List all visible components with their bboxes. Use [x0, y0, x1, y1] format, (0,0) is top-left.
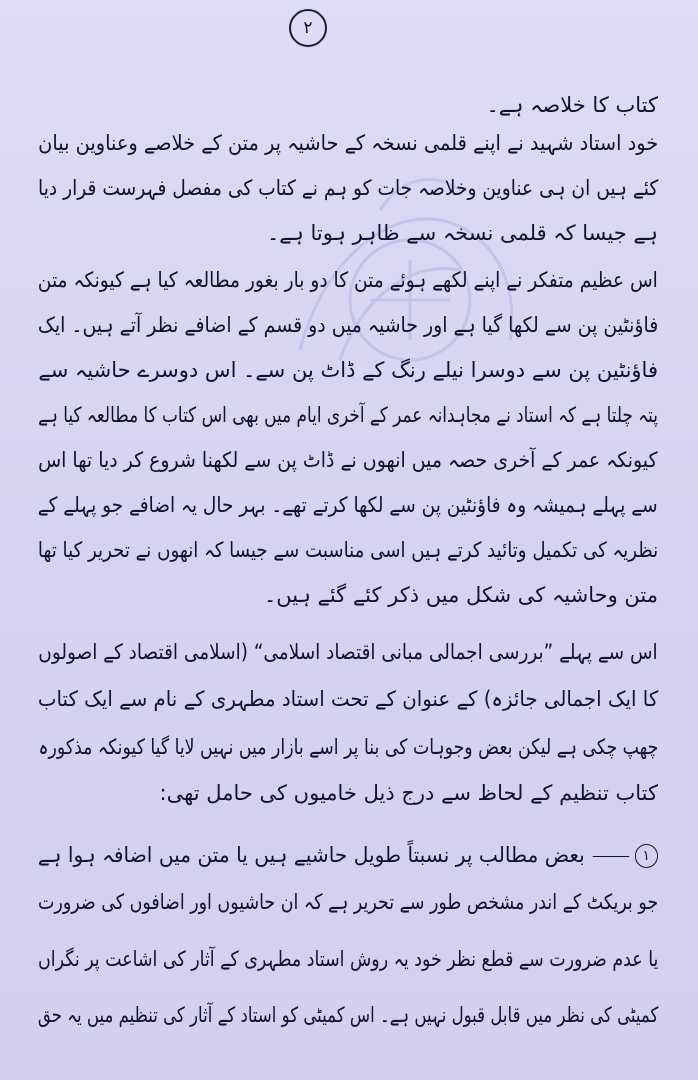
text-line: سے پہلے ہمیشہ وہ فاؤنٹین پن سے لکھا کرتے تھے۔ بہر حال یہ اضافے جو پہلے کے	[38, 493, 658, 517]
text-line: کمیٹی کی نظر میں قابل قبول نہیں ہے۔ اس کمیٹی کو استاد کے آثار کی تنظیم میں یہ حق	[37, 1003, 658, 1027]
text-line: جو بریکٹ کے اندر مشخص طور سے تحریر ہے کہ ان حاشیوں اور اضافوں کی ضرورت	[37, 890, 658, 914]
text-line: کیونکہ عمر کے آخری حصہ میں انھوں نے ڈاٹ پن سے لکھنا شروع کر دیا تھا اس	[38, 448, 658, 472]
text-line: اس عظیم متفکر نے اپنے لکھے ہوئے متن کا دو بار بغور مطالعہ کیا ہے کیونکہ متن	[37, 268, 658, 292]
item-dash	[593, 856, 629, 857]
text-line: فاؤنٹین پن سے دوسرا نیلے رنگ کے ڈاٹ پن سے۔ اس دوسرے حاشیہ سے	[38, 358, 658, 382]
text-line: پتہ چلتا ہے کہ استاد نے مجاہدانہ عمر کے آخری ایام میں بھی اس کتاب کا مطالعہ کیا ہے	[38, 403, 658, 427]
item-number-badge: ۱	[635, 844, 658, 868]
text-line: کتاب تنظیم کے لحاظ سے درج ذیل خامیوں کی حامل تھی:	[159, 781, 658, 805]
text-line: اس سے پہلے ”بررسی اجمالی مبانی اقتصاد اسلامی“ (اسلامی اقتصاد کے اصولوں	[38, 640, 658, 664]
text-line: کتاب کا خلاصہ ہے۔	[486, 93, 658, 117]
text-line: چھپ چکی ہے لیکن بعض وجوہات کی بنا پر اسے بازار میں نہیں لایا گیا کیونکہ مذکورہ	[38, 735, 658, 759]
page-number	[289, 9, 327, 47]
page-number-text: ۲	[303, 18, 313, 38]
text-line: بعض مطالب پر نسبتاً طویل حاشیے ہیں یا متن میں اضافہ ہوا ہے	[38, 843, 586, 867]
text-line: یا عدم ضرورت سے قطع نظر خود یہ روش استاد مطہری کے آثار کی اشاعت پر نگراں	[37, 947, 658, 971]
text-line: خود استاد شہید نے اپنے قلمی نسخہ کے حاشیہ پر متن کے خلاصے وعناوین بیان	[37, 131, 658, 155]
text-line: کا ایک اجمالی جائزہ) کے عنوان کے تحت استاد مطہری کے نام سے ایک کتاب	[37, 687, 658, 711]
text-line: فاؤنٹین پن سے لکھا گیا ہے اور حاشیہ میں دو قسم کے اضافے نظر آتے ہیں۔ ایک	[37, 313, 658, 337]
text-line: کئے ہیں ان ہی عناوین وخلاصہ جات کو ہم نے کتاب کی مفصل فہرست قرار دیا	[37, 176, 658, 200]
text-line: متن وحاشیہ کی شکل میں ذکر کئے گئے ہیں۔	[263, 583, 658, 607]
numbered-item-first-line	[38, 843, 658, 868]
text-line: نظریہ کی تکمیل وتائید کرتے ہیں اسی مناسبت سے جیسا کہ انھوں نے تحریر کیا تھا	[37, 538, 658, 562]
text-line: ہے جیسا کہ قلمی نسخہ سے ظاہر ہوتا ہے۔	[266, 221, 658, 245]
